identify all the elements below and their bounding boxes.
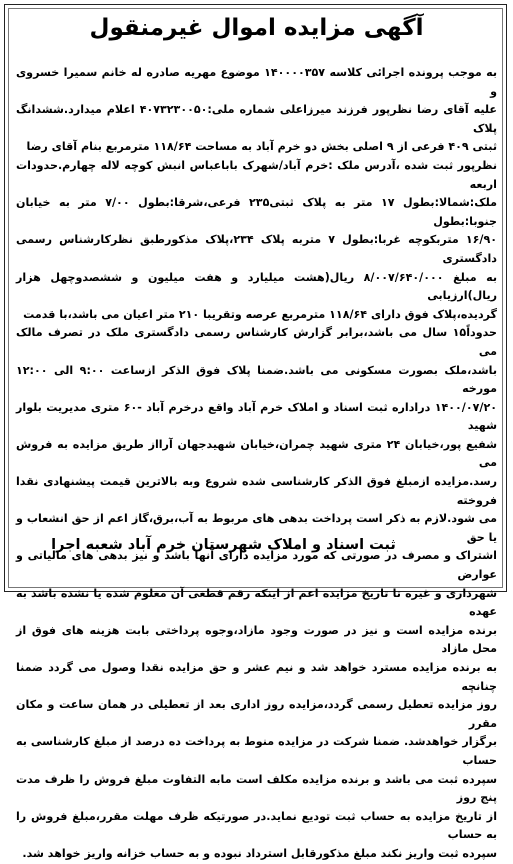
notice-title: آگهی مزایده اموال غیرمنقول [89, 15, 424, 41]
notice-body: به موجب پرونده اجرائی کلاسه ۱۴۰۰۰۰۳۵۷ موضوع مهریه صادره له خانم سمیرا خسروی و علیه آقای رضا نظرپور فرزند میرزاعلی شماره ملی:۴۰۷۳۲۳۰۰۵۰ اعلام میدارد.ششدانگ پلاک ثبتی ۴۰۹ فرعی از ۹ اصلی بخش دو خرم آباد به مساحت ۱۱۸/۶۴ مترمربع بنام آقای رضا نظرپور ثبت شده ،آدرس ملک :خرم آباد/شهرک باباعباس انبش کوچه لاله چهارم.حدودات اربعه ملک:شمالا:بطول ۱۷ متر به پلاک ثبتی۲۳۵ فرعی،شرقا:بطول ۷/۰۰ متر به خیابان جنوبا:بطول ۱۶/۹۰ متربکوچه غربا:بطول ۷ متربه پلاک ۲۳۴،پلاک مذکورطبق نظرکارشناس رسمی دادگستری به مبلغ ۸/۰۰۷/۶۴۰/۰۰۰ ریال(هشت میلیارد و هفت میلیون و ششصدوچهل هزار ریال)ارزیابی گردیده،پلاک فوق دارای ۱۱۸/۶۴ مترمربع عرصه وتقریبا ۲۱۰ متر اعیان می باشد،با قدمت حدوداً۱۵ سال می باشد،برابر گزارش کارشناس رسمی دادگستری ملک در تصرف مالک می باشد،ملک بصورت مسکونی می باشد.ضمنا پلاک فوق الذکر ازساعت ۹:۰۰ الی ۱۲:۰۰ مورخه ۱۴۰۰/۰۷/۲۰ دراداره ثبت اسناد و املاک خرم آباد واقع درخرم آباد -۶۰ متری مدیریت بلوار شهید شفیع پور،خیابان ۲۴ متری شهید چمران،خیابان شهیدجهان آرااز طریق مزایده به فروش می رسد.مزایده ازمبلغ فوق الذکر کارشناسی شده شروع وبه بالاترین قیمت پیشنهادی نقدا فروخته می شود.لازم به ذکر است پرداخت بدهی های مربوط به آب،برق،گاز اعم از حق انشعاب و یا حق اشتراک و مصرف در صورتی که مورد مزایده دارای آنها باشد و نیز بدهی های مالیاتی و عوارض شهرداری و غیره تا تاریخ مزایده اعم از اینکه رقم قطعی آن معلوم شده یا نشده باشد به عهده برنده مزایده است و نیز در صورت وجود مازاد،وجوه پرداختی بابت هزینه های فوق از محل مازاد به برنده مزایده مسترد خواهد شد و نیم عشر و حق مزایده نقدا وصول می گردد ضمنا چنانچه روز مزایده تعطیل رسمی گردد،مزایده روز اداری بعد از تعطیلی در همان ساعت و مکان مقرر برگزار خواهدشد. ضمنا شرکت در مزایده منوط به پرداخت ده درصد از مبلغ کارشناسی به حساب سپرده ثبت می باشد و برنده مزایده مکلف است مابه التفاوت مبلغ فروش را ظرف مدت پنج روز از تاریخ مزایده به حساب ثبت تودیع نماید.در صورتیکه ظرف مهلت مقرر،مبلغ فروش را به حساب سپرده ثبت واریز نکند مبلغ مذکورقابل استرداد نبوده و به حساب خزانه واریز خواهد شد. [16, 66, 498, 860]
notice-signature: ثبت اسناد و املاک شهرستان خرم آباد شعبه اجرا [51, 537, 396, 553]
